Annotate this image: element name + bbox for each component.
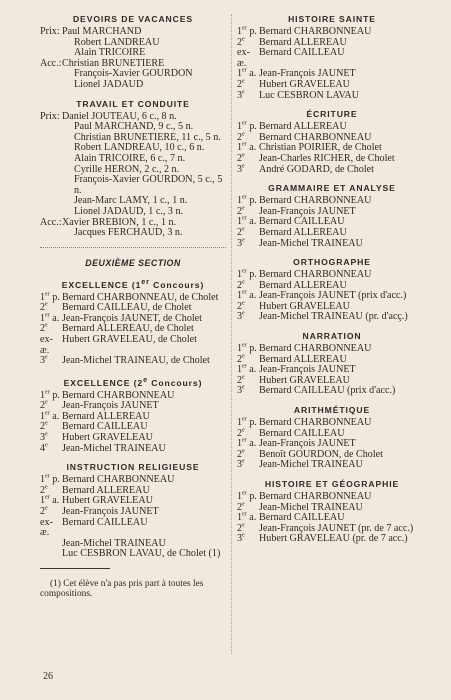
award-rank: 2e bbox=[40, 399, 48, 412]
award-rank: 1er p. bbox=[237, 490, 257, 502]
award-rank: 2e bbox=[237, 448, 245, 460]
award-row bbox=[237, 27, 427, 38]
award-rank: 2e bbox=[237, 36, 245, 48]
award-rank: Prix: bbox=[40, 110, 60, 122]
section-1 bbox=[237, 109, 427, 175]
award-recipient: Christian POIRIER, de Cholet bbox=[259, 142, 382, 154]
award-rank: 2e bbox=[237, 374, 245, 386]
award-row bbox=[40, 112, 226, 218]
award-recipient: Bernard CAILLEAU bbox=[62, 516, 148, 528]
award-recipient: Hubert GRAVELEAU, de Cholet bbox=[62, 333, 197, 345]
award-rank: 3e bbox=[237, 311, 245, 323]
award-rank: ex-æ. bbox=[40, 333, 53, 356]
award-row bbox=[40, 507, 226, 518]
award-recipient: Bernard CAILLEAU bbox=[259, 512, 345, 524]
award-row bbox=[237, 312, 427, 323]
section-5 bbox=[237, 405, 427, 471]
section-title: ARITHMÉTIQUE bbox=[293, 405, 371, 416]
award-rank: Acc.: bbox=[40, 216, 62, 228]
page-number: 26 bbox=[43, 671, 53, 682]
award-rank: 2e bbox=[40, 322, 48, 335]
section-title: ÉCRITURE bbox=[306, 109, 358, 120]
award-recipient: Luc CESBRON LAVAU bbox=[259, 89, 360, 101]
award-rank: 2e bbox=[237, 78, 245, 90]
award-rank: 3e bbox=[237, 533, 245, 545]
award-recipient: Jean-Michel TRAINEAU bbox=[259, 501, 363, 513]
award-recipient: Jean-François JAUNET bbox=[259, 68, 356, 80]
award-rank bbox=[40, 549, 62, 560]
section-5 bbox=[40, 462, 226, 560]
award-recipient: Bernard CHARBONNEAU, de Cholet bbox=[62, 291, 219, 303]
award-recipient: Bernard CHARBONNEAU bbox=[259, 269, 372, 281]
award-rank: 2e bbox=[237, 501, 245, 513]
award-rank: ex-æ. bbox=[237, 47, 250, 69]
award-recipient: Jean-François JAUNET bbox=[62, 505, 159, 517]
award-recipient: Bernard ALLEREAU, de Cholet bbox=[62, 323, 194, 335]
award-rank: 3e bbox=[237, 237, 245, 249]
award-recipient: Daniel JOUTEAU, 6 c., 8 n. Paul MARCHAND, 9 c., 5 n. Christian BRUNETIERE, 11 c., 5 n. Robert LANDREAU, 10 c., 6 n. Alain TRICOIRE, 6 c., 7 n. Cyrille HERON, 2 c., 2 n. François-Xavier GOURDON, 5 c., 5 n. Jean-Marc LAMY, 1 c., 1 n. Lionel JADAUD, 1 c., 3 n. bbox=[62, 110, 223, 217]
award-recipient: Bernard ALLEREAU bbox=[259, 353, 347, 365]
section-6 bbox=[237, 479, 427, 545]
section-title: ORTHOGRAPHE bbox=[293, 257, 371, 268]
award-row bbox=[40, 59, 226, 91]
section-title: EXCELLENCE (1er Concours) bbox=[61, 277, 205, 290]
award-recipient: Bernard CHARBONNEAU bbox=[259, 491, 372, 502]
award-rank: 2e bbox=[40, 505, 48, 517]
award-recipient: Bernard CAILLEAU bbox=[62, 421, 148, 433]
award-rank: 1er a. bbox=[40, 494, 60, 507]
award-rank: 1er p. bbox=[40, 389, 60, 401]
section-4 bbox=[40, 375, 226, 454]
award-rank: 2e bbox=[237, 226, 245, 238]
award-row bbox=[237, 228, 427, 239]
award-row bbox=[237, 154, 427, 165]
award-recipient: Jean-François JAUNET (pr. de 7 acc.) bbox=[259, 522, 414, 534]
award-rank: 1er a. bbox=[237, 363, 257, 376]
award-row bbox=[40, 549, 226, 560]
section-title: TRAVAIL ET CONDUITE bbox=[76, 98, 190, 109]
award-recipient: Bernard ALLEREAU bbox=[62, 410, 150, 422]
award-row bbox=[237, 386, 427, 397]
award-rank bbox=[40, 539, 62, 550]
award-recipient: Jean-François JAUNET bbox=[62, 400, 159, 412]
award-rank: 2e bbox=[237, 427, 245, 439]
award-recipient: Bernard CAILLEAU bbox=[259, 47, 345, 59]
award-row bbox=[237, 492, 427, 503]
award-recipient: Bernard CAILLEAU bbox=[259, 427, 345, 439]
award-row bbox=[40, 27, 226, 59]
award-recipient: Jean-François JAUNET bbox=[259, 364, 356, 376]
award-recipient: Bernard CAILLEAU, de Cholet bbox=[62, 302, 192, 314]
award-row bbox=[237, 165, 427, 176]
award-recipient: Jean-Michel TRAINEAU bbox=[62, 537, 166, 549]
award-rank: 4e bbox=[40, 442, 48, 454]
award-recipient: Bernard ALLEREAU bbox=[259, 121, 347, 133]
award-recipient: Hubert GRAVELEAU bbox=[259, 78, 350, 90]
section-0 bbox=[237, 14, 427, 101]
award-recipient: Jean-François JAUNET (prix d'acc.) bbox=[259, 290, 407, 302]
award-rank: 1er a. bbox=[237, 215, 257, 228]
award-recipient: Bernard CHARBONNEAU bbox=[259, 343, 372, 355]
section-title: EXCELLENCE (2e Concours) bbox=[63, 375, 203, 388]
award-rank: 1er p. bbox=[237, 120, 257, 133]
award-recipient: Bernard ALLEREAU bbox=[259, 36, 347, 48]
award-recipient: Hubert GRAVELEAU bbox=[259, 374, 350, 386]
award-rank: 2e bbox=[237, 522, 245, 534]
award-rank: 3e bbox=[237, 385, 245, 397]
award-rank: ex-æ. bbox=[40, 516, 53, 539]
section-title: HISTOIRE SAINTE bbox=[288, 14, 376, 24]
award-rank: 1er p. bbox=[237, 194, 257, 207]
award-row bbox=[40, 218, 226, 239]
award-recipient: André GODARD, de Cholet bbox=[259, 163, 374, 175]
award-recipient: Bernard CAILLEAU (prix d'acc.) bbox=[259, 385, 396, 397]
award-recipient: Bernard CHARBONNEAU bbox=[259, 417, 372, 429]
award-row bbox=[237, 80, 427, 91]
award-recipient: Bernard CHARBONNEAU bbox=[259, 195, 372, 207]
award-recipient: Jean-Michel TRAINEAU bbox=[62, 442, 166, 454]
award-rank: 2e bbox=[40, 484, 48, 496]
award-row bbox=[237, 460, 427, 471]
section-2 bbox=[40, 258, 226, 269]
award-recipient: Luc CESBRON LAVAU, de Cholet (1) bbox=[62, 548, 221, 560]
award-recipient: Bernard CHARBONNEAU bbox=[62, 389, 175, 401]
award-recipient: Jean-François JAUNET bbox=[259, 205, 356, 217]
award-recipient: Jean-Michel TRAINEAU, de Cholet bbox=[62, 355, 210, 367]
award-rank: 3e bbox=[40, 431, 48, 443]
award-rank: 2e bbox=[237, 353, 245, 365]
award-rank: 3e bbox=[237, 163, 245, 175]
award-rank: 1er a. bbox=[237, 289, 257, 302]
award-row bbox=[40, 433, 226, 444]
award-recipient: Bernard ALLEREAU bbox=[62, 484, 150, 496]
award-recipient: Bernard CHARBONNEAU bbox=[62, 474, 175, 486]
award-recipient: Bernard CAILLEAU bbox=[259, 216, 345, 228]
award-recipient: Jean-François JAUNET bbox=[259, 438, 356, 450]
award-row bbox=[40, 356, 226, 367]
section-title: INSTRUCTION RELIGIEUSE bbox=[66, 462, 200, 473]
award-rank: 1er p. bbox=[40, 291, 60, 303]
section-0 bbox=[40, 14, 226, 91]
award-rank: 3e bbox=[237, 89, 245, 101]
award-row bbox=[237, 91, 427, 102]
left-column bbox=[40, 14, 226, 599]
award-row bbox=[237, 48, 427, 69]
award-recipient: Benoît GOURDON, de Cholet bbox=[259, 448, 383, 460]
award-row bbox=[40, 335, 226, 356]
award-recipient: Hubert GRAVELEAU bbox=[62, 431, 153, 443]
award-recipient: Jean-François JAUNET, de Cholet bbox=[62, 312, 202, 324]
award-rank: 3e bbox=[40, 354, 48, 367]
award-rank: 1er p. bbox=[237, 268, 257, 281]
section-title: HISTOIRE ET GÉOGRAPHIE bbox=[264, 479, 400, 489]
award-recipient: Bernard ALLEREAU bbox=[259, 226, 347, 238]
award-recipient: Jean-Michel TRAINEAU bbox=[259, 459, 363, 471]
section-separator bbox=[40, 247, 226, 248]
award-rank: 2e bbox=[40, 301, 48, 314]
award-rank: 2e bbox=[237, 300, 245, 312]
award-rank: Prix: bbox=[40, 26, 60, 37]
award-recipient: Jean-Michel TRAINEAU (pr. d'acç.) bbox=[259, 311, 408, 323]
award-row bbox=[237, 239, 427, 250]
award-rank: 3e bbox=[237, 459, 245, 471]
award-row bbox=[237, 534, 427, 545]
section-title: GRAMMAIRE ET ANALYSE bbox=[268, 183, 396, 194]
section-title: NARRATION bbox=[302, 331, 362, 342]
award-rank: 2e bbox=[237, 205, 245, 217]
award-rank: 1er a. bbox=[237, 141, 257, 154]
award-rank: 1er p. bbox=[237, 342, 257, 355]
award-rank: 1er a. bbox=[237, 511, 257, 524]
award-recipient: Christian BRUNETIERE François-Xavier GOURDON Lionel JADAUD bbox=[62, 57, 193, 90]
award-rank: 2e bbox=[40, 420, 48, 433]
right-column bbox=[237, 14, 427, 553]
award-row bbox=[40, 444, 226, 455]
section-2 bbox=[237, 183, 427, 249]
award-recipient: Hubert GRAVELEAU bbox=[62, 495, 153, 507]
award-rank: 2e bbox=[237, 152, 245, 164]
award-recipient: Paul MARCHAND Robert LANDREAU Alain TRICOIRE bbox=[62, 26, 160, 59]
section-title: DEUXIÈME SECTION bbox=[85, 257, 181, 268]
award-rank: 1er a. bbox=[40, 312, 60, 324]
award-recipient: Jean-Charles RICHER, de Cholet bbox=[259, 152, 395, 164]
award-rank: 1er p. bbox=[237, 416, 257, 429]
award-rank: 1er p. bbox=[237, 25, 257, 37]
award-recipient: Bernard CHARBONNEAU bbox=[259, 26, 372, 37]
award-rank: 1er p. bbox=[40, 473, 60, 486]
award-rank: Acc.: bbox=[40, 57, 62, 69]
award-recipient: Jean-Michel TRAINEAU bbox=[259, 237, 363, 249]
award-recipient: Bernard ALLEREAU bbox=[259, 279, 347, 291]
award-rank: 2e bbox=[237, 131, 245, 143]
footnote: (1) Cet élève n'a pas pris part à toutes les compositions. bbox=[40, 578, 204, 600]
award-rank: 2e bbox=[237, 279, 245, 291]
award-recipient: Hubert GRAVELEAU (pr. de 7 acc.) bbox=[259, 533, 408, 545]
section-4 bbox=[237, 331, 427, 397]
award-rank: 1er a. bbox=[237, 437, 257, 450]
award-recipient: Bernard CHARBONNEAU bbox=[259, 131, 372, 143]
column-divider bbox=[231, 14, 232, 654]
award-recipient: Hubert GRAVELEAU bbox=[259, 300, 350, 312]
section-1 bbox=[40, 99, 226, 239]
section-title: DEVOIRS DE VACANCES bbox=[72, 14, 194, 24]
award-row bbox=[40, 518, 226, 539]
award-rank: 1er a. bbox=[40, 410, 60, 422]
section-3 bbox=[40, 277, 226, 367]
award-rank: 1er a. bbox=[237, 68, 257, 80]
award-recipient: Xavier BREBION, 1 c., 1 n. Jacques FERCHAUD, 3 n. bbox=[62, 216, 183, 239]
footnote-rule bbox=[40, 568, 110, 569]
section-3 bbox=[237, 257, 427, 323]
